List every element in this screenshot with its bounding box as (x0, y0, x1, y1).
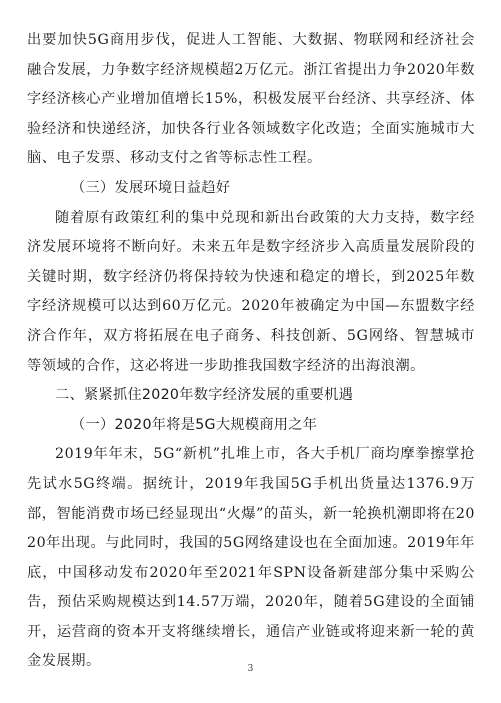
part-heading-opportunities: 二、紧紧抓住2020年数字经济发展的重要机遇 (55, 387, 354, 404)
paragraph-5g-commercial: 2019年年末，5G“新机”扎堆上市，各大手机厂商均摩拳擦掌抢先试水5G终端。据统计，2019年我国5G手机出货量达1376.9万部，智能消费市场已经显现出“火爆”的苗头，新一轮换机潮即将在2020年出现。与此同时，我国的5G网络建设也在全面加速。2019年年底，中国移动发布2020年至2021年SPN设备新建部分集中采购公告，预估采购规模达到14.57万端，2020年，随着5G建设的全面铺开，运营商的资本开支将继续增长，通信产业链或将迎来新一轮的黄金发展期。 (27, 446, 475, 670)
section-heading-5g-commercial: （一）2020年将是5G大规模商用之年 (71, 416, 318, 433)
paragraph-development-environment: 随着原有政策红利的集中兑现和新出台政策的大力支持，数字经济发展环境将不断向好。未来五年是数字经济步入高质量发展阶段的关键时期，数字经济仍将保持较为快速和稳定的增长，到2025年数字经济规模可以达到60万亿元。2020年被确定为中国—东盟数字经济合作年，双方将拓展在电子商务、科技创新、5G网络、智慧城市等领域的合作，这必将进一步助推我国数字经济的出海浪潮。 (27, 209, 475, 374)
paragraph-continued: 出要加快5G商用步伐，促进人工智能、大数据、物联网和经济社会融合发展，力争数字经济规模超2万亿元。浙江省提出力争2020年数字经济核心产业增加值增长15%，积极发展平台经济、共享经济、体验经济和快递经济，加快各行业各领域数字化改造；全面实施城市大脑、电子发票、移动支付之省等标志性工程。 (27, 32, 475, 167)
document-body (27, 26, 475, 677)
section-heading-development-environment: （三）发展环境日益趋好 (71, 179, 231, 196)
page-number: 3 (247, 664, 254, 674)
